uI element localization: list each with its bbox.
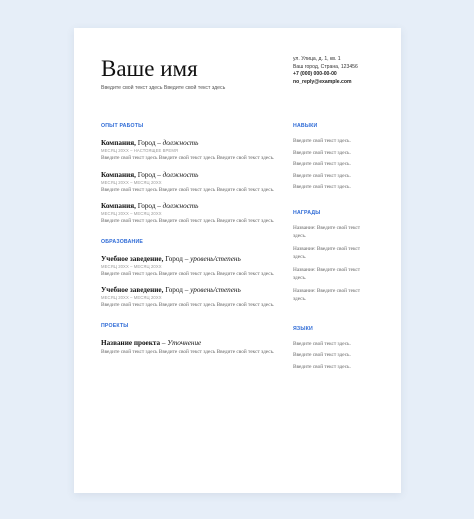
entry-org: Компания,: [101, 202, 136, 210]
resume-name: Ваше имя: [101, 56, 198, 81]
award-item: Название: Введите свой текст здесь.: [293, 224, 361, 239]
contact-address-line-2: Ваш город, Страна, 123456: [293, 63, 358, 70]
entry-title: [101, 202, 276, 211]
entry-title: [101, 255, 276, 264]
entry-description: Введите свой текст здесь Введите свой текст здесь Введите свой текст здесь.: [101, 270, 275, 277]
entry-org: Название проекта: [101, 338, 161, 347]
entry-date: МЕСЯЦ 20XX – МЕСЯЦ 20XX: [101, 263, 162, 269]
language-item: Введите свой текст здесь.: [293, 363, 351, 370]
contact-email: no_reply@example.com: [293, 78, 352, 85]
entry-description: Введите свой текст здесь Введите свой текст здесь Введите свой текст здесь.: [101, 186, 275, 193]
entry-org: Учебное заведение,: [101, 286, 164, 294]
education-entry: [101, 286, 276, 310]
project-entry: [101, 339, 276, 357]
entry-role: уровень/степень: [190, 254, 241, 263]
entry-role: должность: [162, 202, 199, 210]
side-column: [293, 123, 383, 371]
language-item: Введите свой текст здесь.: [293, 352, 351, 358]
entry-title: [101, 171, 276, 180]
entry-location: Город –: [163, 254, 191, 263]
skill-item: Введите свой текст здесь.: [293, 138, 351, 144]
education-entry: [101, 255, 276, 279]
section-title-languages: ЯЗЫКИ: [293, 325, 313, 332]
language-item: Введите свой текст здесь.: [293, 340, 351, 347]
experience-entry: [101, 171, 276, 195]
award-item: Название: Введите свой текст здесь.: [293, 266, 361, 281]
languages-section: [293, 326, 383, 372]
section-title-projects: ПРОЕКТЫ: [101, 322, 129, 329]
awards-section: [293, 210, 383, 304]
entry-location: Город –: [135, 170, 163, 179]
experience-section: [101, 123, 276, 226]
entry-title: [101, 139, 276, 148]
entry-separator: –: [160, 338, 168, 347]
skill-item: Введите свой текст здесь.: [293, 172, 351, 179]
entry-location: Город –: [135, 202, 163, 210]
section-title-experience: ОПЫТ РАБОТЫ: [101, 123, 144, 129]
entry-org: Компания,: [101, 139, 136, 147]
entry-date: МЕСЯЦ 20XX – МЕСЯЦ 20XX: [101, 179, 162, 185]
entry-location: Город –: [163, 286, 191, 294]
entry-org: Учебное заведение,: [101, 254, 164, 263]
contact-block: [293, 56, 358, 86]
skill-item: Введите свой текст здесь.: [293, 149, 351, 156]
award-item: Название: Введите свой текст здесь.: [293, 245, 361, 260]
skill-item: Введите свой текст здесь.: [293, 184, 351, 190]
section-title-education: ОБРАЗОВАНИЕ: [101, 238, 144, 245]
resume-page: [74, 28, 401, 493]
skills-section: [293, 123, 383, 192]
skill-item: Введите свой текст здесь.: [293, 161, 351, 167]
entry-date: МЕСЯЦ 20XX – МЕСЯЦ 20XX: [101, 295, 162, 300]
experience-entry: [101, 202, 276, 226]
entry-location: Город –: [135, 139, 163, 147]
resume-tagline: Введите свой текст здесь Введите свой текст здесь: [101, 85, 226, 91]
contact-address-line-1: ул. Улица, д. 1, кв. 1: [293, 56, 341, 62]
entry-org: Компания,: [101, 170, 136, 179]
contact-phone: +7 (000) 000-00-00: [293, 71, 337, 78]
entry-description: Введите свой текст здесь Введите свой текст здесь Введите свой текст здесь.: [101, 218, 275, 224]
projects-section: [101, 323, 276, 357]
entry-date: МЕСЯЦ 20XX – МЕСЯЦ 20XX: [101, 211, 162, 216]
entry-role: Уточнение: [167, 338, 202, 347]
award-item: Название: Введите свой текст здесь.: [293, 287, 361, 302]
entry-description: Введите свой текст здесь Введите свой текст здесь Введите свой текст здесь.: [101, 155, 275, 161]
entry-role: уровень/степень: [190, 286, 241, 294]
experience-entry: [101, 139, 276, 163]
entry-role: должность: [162, 170, 199, 179]
entry-description: Введите свой текст здесь Введите свой текст здесь Введите свой текст здесь.: [101, 302, 275, 308]
entry-date: МЕСЯЦ 20XX – НАСТОЯЩЕЕ ВРЕМЯ: [101, 148, 179, 153]
entry-title: [101, 339, 276, 348]
entry-description: Введите свой текст здесь Введите свой текст здесь Введите свой текст здесь.: [101, 348, 275, 355]
section-title-awards: НАГРАДЫ: [293, 209, 321, 216]
entry-title: [101, 286, 276, 295]
entry-role: должность: [162, 139, 199, 147]
education-section: [101, 239, 276, 310]
section-title-skills: НАВЫКИ: [293, 123, 318, 129]
main-column: [101, 123, 276, 356]
